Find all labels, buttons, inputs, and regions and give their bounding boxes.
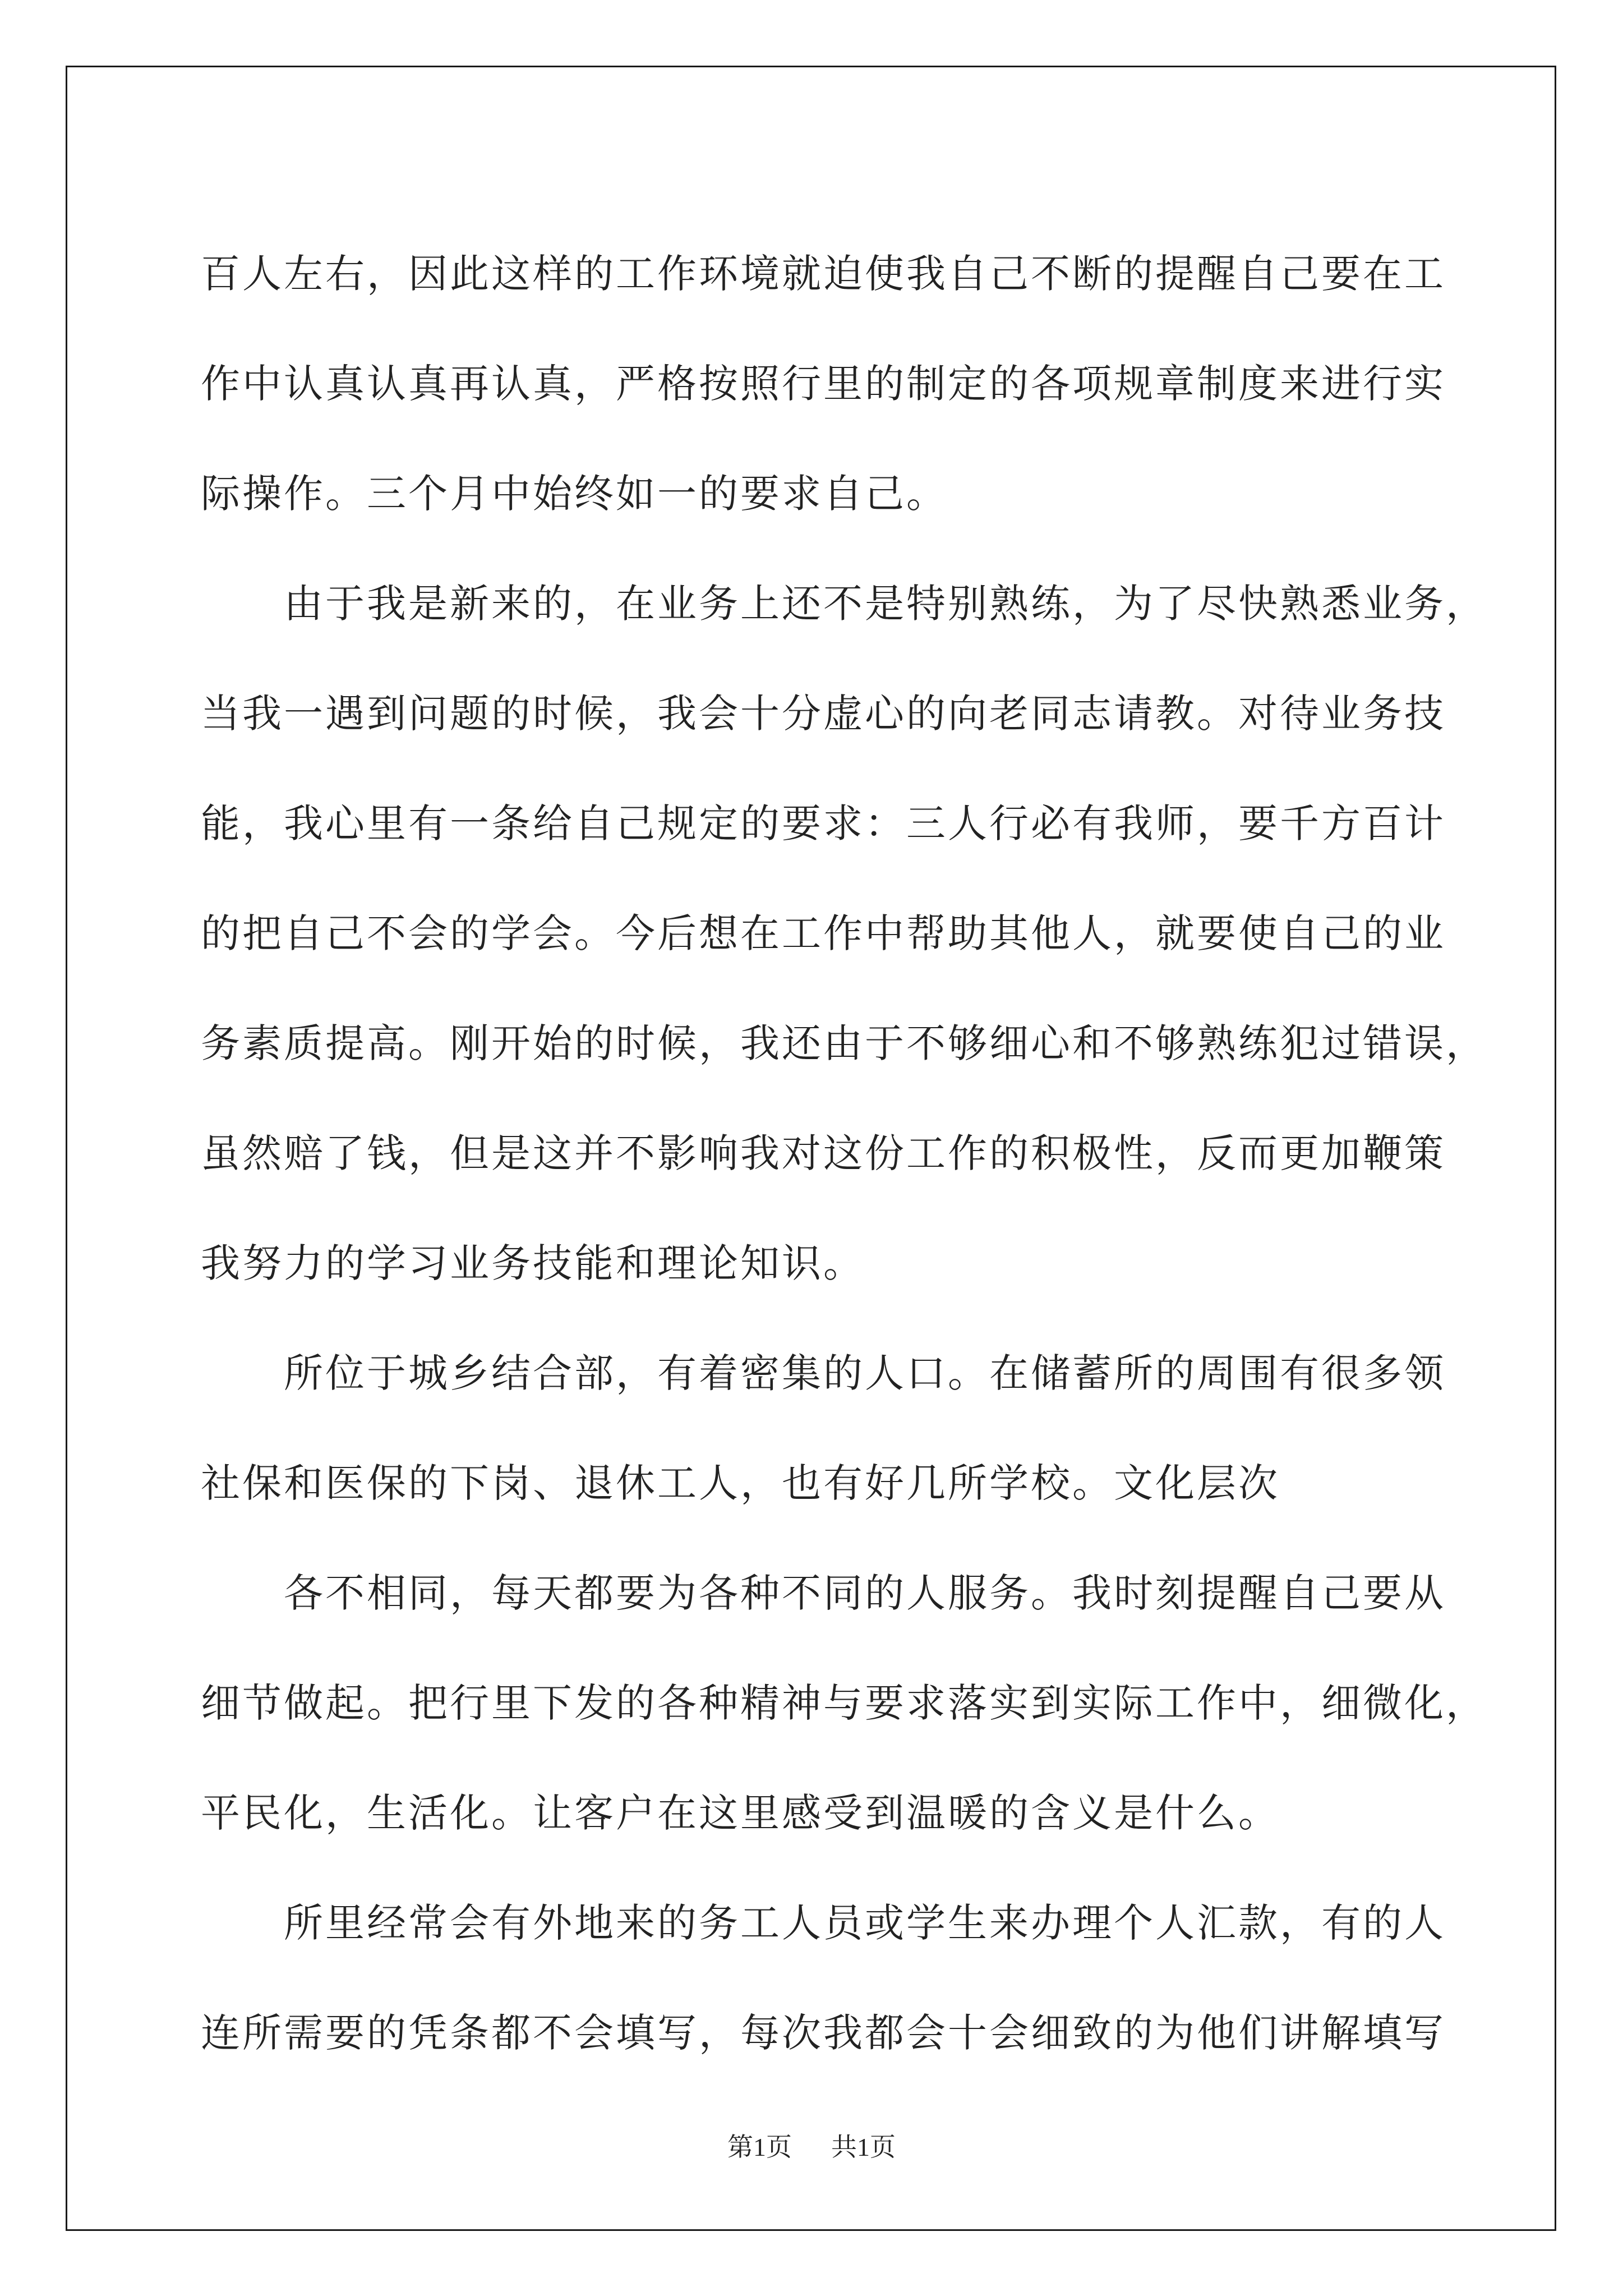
text-line: 的把自己不会的学会。今后想在工作中帮助其他人，就要使自己的业 bbox=[201, 910, 1446, 956]
text-line: 平民化，生活化。让客户在这里感受到温暖的含义是什么。 bbox=[201, 1790, 1280, 1836]
text-line: 当我一遇到问题的时候，我会十分虚心的向老同志请教。对待业务技 bbox=[201, 691, 1446, 737]
text-line: 百人左右，因此这样的工作环境就迫使我自己不断的提醒自己要在工 bbox=[201, 251, 1446, 297]
text-line: 作中认真认真再认真，严格按照行里的制定的各项规章制度来进行实 bbox=[201, 361, 1446, 407]
text-line: 务素质提高。刚开始的时候，我还由于不够细心和不够熟练犯过错误， bbox=[201, 1020, 1487, 1066]
text-line: 际操作。三个月中始终如一的要求自己。 bbox=[201, 471, 948, 517]
page-number: 第1页 bbox=[727, 2133, 792, 2161]
text-line: 我努力的学习业务技能和理论知识。 bbox=[201, 1240, 865, 1286]
text-line: 连所需要的凭条都不会填写，每次我都会十会细致的为他们讲解填写 bbox=[201, 2010, 1446, 2056]
text-line: 所里经常会有外地来的务工人员或学生来办理个人汇款，有的人 bbox=[284, 1900, 1446, 1946]
page-total: 共1页 bbox=[831, 2133, 896, 2161]
page-footer bbox=[0, 2131, 1623, 2164]
text-line: 各不相同，每天都要为各种不同的人服务。我时刻提醒自己要从 bbox=[284, 1570, 1446, 1616]
document-body bbox=[201, 219, 1487, 2088]
text-line: 细节做起。把行里下发的各种精神与要求落实到实际工作中，细微化， bbox=[201, 1680, 1487, 1726]
text-line: 虽然赔了钱，但是这并不影响我对这份工作的积极性，反而更加鞭策 bbox=[201, 1130, 1446, 1176]
text-line: 社保和医保的下岗、退休工人，也有好几所学校。文化层次 bbox=[201, 1460, 1280, 1506]
text-line: 能，我心里有一条给自己规定的要求：三人行必有我师，要千方百计 bbox=[201, 800, 1446, 846]
text-line: 由于我是新来的，在业务上还不是特别熟练，为了尽快熟悉业务， bbox=[284, 581, 1487, 627]
text-line: 所位于城乡结合部，有着密集的人口。在储蓄所的周围有很多领 bbox=[284, 1350, 1446, 1396]
